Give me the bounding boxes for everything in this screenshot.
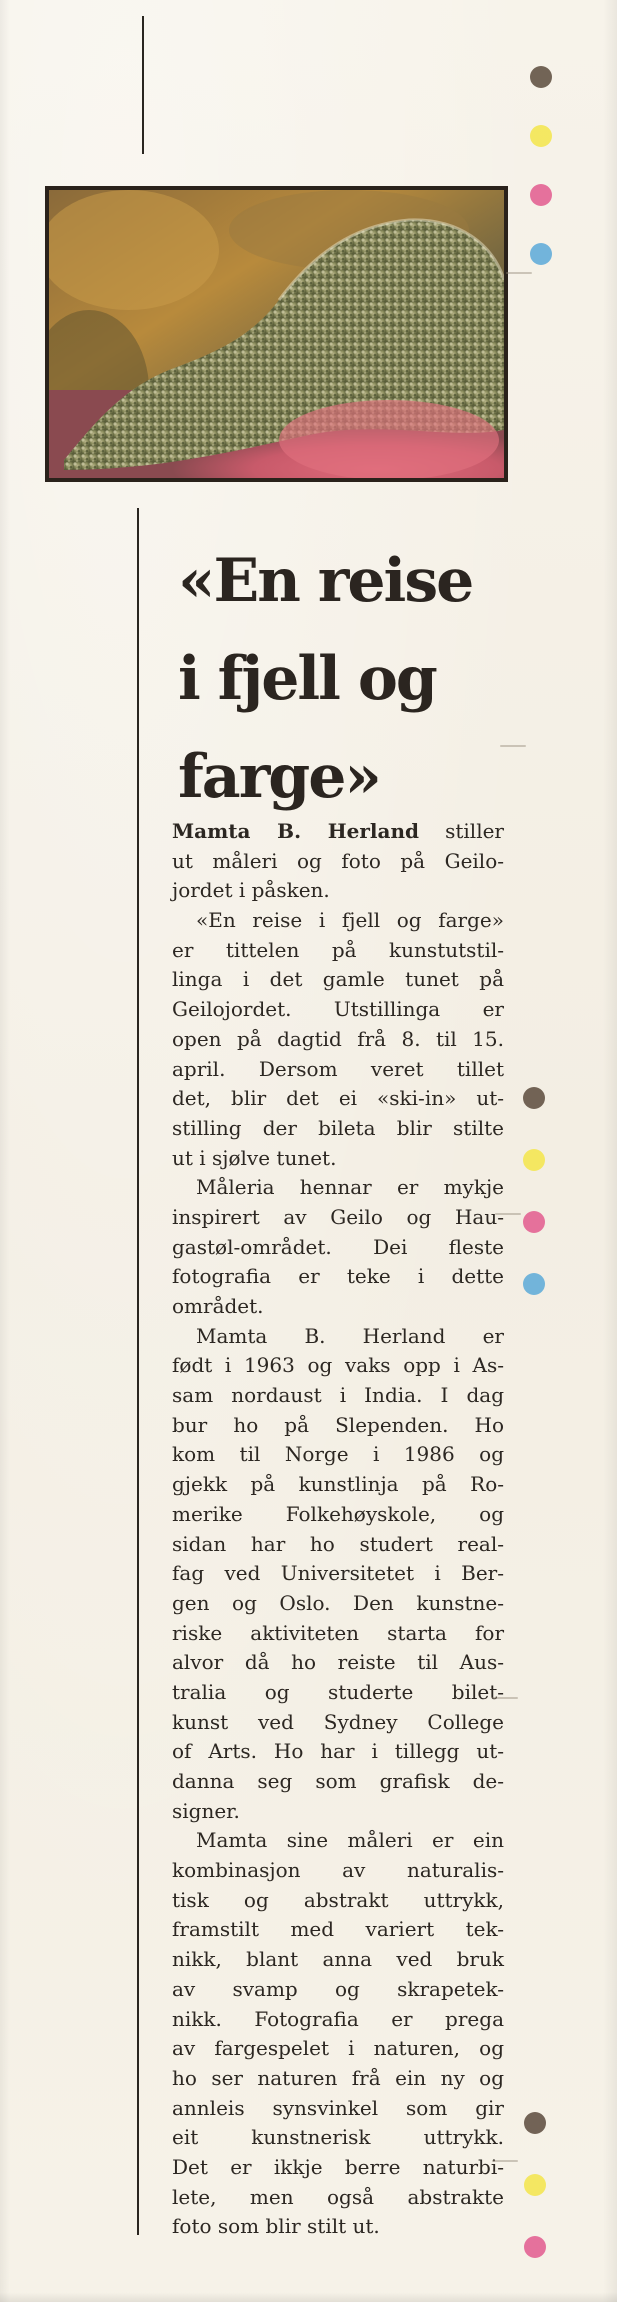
article-line: ho ser naturen frå ein ny og: [172, 2065, 504, 2090]
article-line: født i 1963 og vaks opp i As-: [172, 1353, 504, 1378]
article-line: open på dagtid frå 8. til 15.: [172, 1026, 504, 1051]
article-line: området.: [172, 1294, 264, 1318]
article-line: det, blir det ei «ski-in» ut-: [172, 1086, 504, 1111]
registration-dot-brown: [523, 1087, 545, 1109]
registration-dot-magenta: [530, 184, 552, 206]
headline-line-3: farge»: [178, 742, 380, 812]
article-line: nikk, blant anna ved bruk: [172, 1947, 504, 1972]
scan-edge-left: [0, 0, 10, 2302]
article-line: eit kunstnerisk uttrykk.: [172, 2125, 504, 2150]
registration-dot-magenta: [523, 1211, 545, 1233]
registration-dot-brown: [524, 2112, 546, 2134]
article-line: alvor då ho reiste til Aus-: [172, 1650, 504, 1675]
article-line: fag ved Universitetet i Ber-: [172, 1561, 504, 1586]
scan-scratch: [500, 745, 526, 747]
article-line: foto som blir stilt ut.: [172, 2214, 380, 2239]
article-line: av svamp og skrapetek-: [172, 1976, 504, 2001]
article-line: jordet i påsken.: [172, 878, 330, 903]
article-line: danna seg som grafisk de-: [172, 1769, 504, 1793]
registration-dot-cyan: [530, 243, 552, 265]
article-line: april. Dersom veret tillet: [172, 1056, 504, 1081]
article-line: kom til Norge i 1986 og: [172, 1442, 504, 1467]
registration-dot-yellow: [523, 1149, 545, 1171]
headline: [178, 532, 548, 826]
registration-dot-yellow: [530, 125, 552, 147]
article-photo: [45, 186, 508, 482]
registration-dot-magenta: [524, 2236, 546, 2258]
moss-rock-illustration: [49, 190, 504, 478]
article-body: [172, 817, 504, 2242]
article-line: [172, 817, 504, 847]
article-line: sidan har ho studert real-: [172, 1531, 504, 1556]
article-line: kombinasjon av naturalis-: [172, 1858, 504, 1883]
headline-line-2: i fjell og: [178, 644, 436, 714]
column-rule-top: [142, 16, 144, 154]
article-line: Det er ikkje berre naturbi-: [172, 2154, 504, 2179]
article-line: fotografia er teke i dette: [172, 1264, 504, 1289]
article-line: gastøl-området. Dei fleste: [172, 1234, 504, 1259]
registration-dot-brown: [530, 66, 552, 88]
article-line: merike Folkehøyskole, og: [172, 1501, 504, 1526]
article-line: gjekk på kunstlinja på Ro-: [172, 1472, 504, 1497]
article-line: signer.: [172, 1798, 240, 1823]
article-line: bur ho på Slependen. Ho: [172, 1412, 504, 1437]
article-line: linga i det gamle tunet på: [172, 967, 504, 992]
article-line: lete, men også abstrakte: [172, 2184, 504, 2209]
article-line: of Arts. Ho har i tillegg ut-: [172, 1739, 504, 1764]
article-line: Måleria hennar er mykje: [196, 1175, 504, 1200]
article-line: av fargespelet i naturen, og: [172, 2036, 504, 2061]
article-line: ut i sjølve tunet.: [172, 1145, 337, 1170]
article-line: «En reise i fjell og farge»: [196, 908, 504, 933]
article-line: tralia og studerte bilet-: [172, 1679, 504, 1704]
scan-scratch: [495, 1213, 521, 1215]
article-line: nikk. Fotografia er prega: [172, 2006, 504, 2031]
column-rule-main: [137, 508, 139, 2235]
headline-line-1: «En reise: [178, 546, 473, 616]
article-line: Mamta B. Herland er: [196, 1323, 504, 1348]
article-line: riske aktiviteten starta for: [172, 1620, 504, 1645]
article-line: kunst ved Sydney College: [172, 1709, 504, 1734]
article-line: stilling der bileta blir stilte: [172, 1115, 504, 1140]
article-line: inspirert av Geilo og Hau-: [172, 1204, 504, 1229]
article-line: framstilt med variert tek-: [172, 1917, 504, 1942]
article-line-text: stiller: [419, 819, 504, 843]
article-line: ut måleri og foto på Geilo-: [172, 848, 504, 873]
article-line: Mamta sine måleri er ein: [196, 1828, 504, 1853]
article-lead-name: Mamta B. Herland: [172, 819, 419, 843]
article-line: sam nordaust i India. I dag: [172, 1383, 504, 1408]
registration-dot-yellow: [524, 2174, 546, 2196]
article-line: gen og Oslo. Den kunstne-: [172, 1590, 504, 1615]
article-line: Geilojordet. Utstillinga er: [172, 997, 504, 1022]
scan-scratch: [492, 1697, 518, 1699]
article-line: er tittelen på kunstutstil-: [172, 937, 504, 962]
registration-dot-cyan: [523, 1273, 545, 1295]
article-line: annleis synsvinkel som gir: [172, 2095, 504, 2120]
scan-scratch: [506, 272, 532, 274]
scan-scratch: [492, 2160, 518, 2162]
scan-edge-bottom: [0, 2292, 617, 2302]
article-line: tisk og abstrakt uttrykk,: [172, 1887, 504, 1912]
scan-edge-right: [603, 0, 617, 2302]
